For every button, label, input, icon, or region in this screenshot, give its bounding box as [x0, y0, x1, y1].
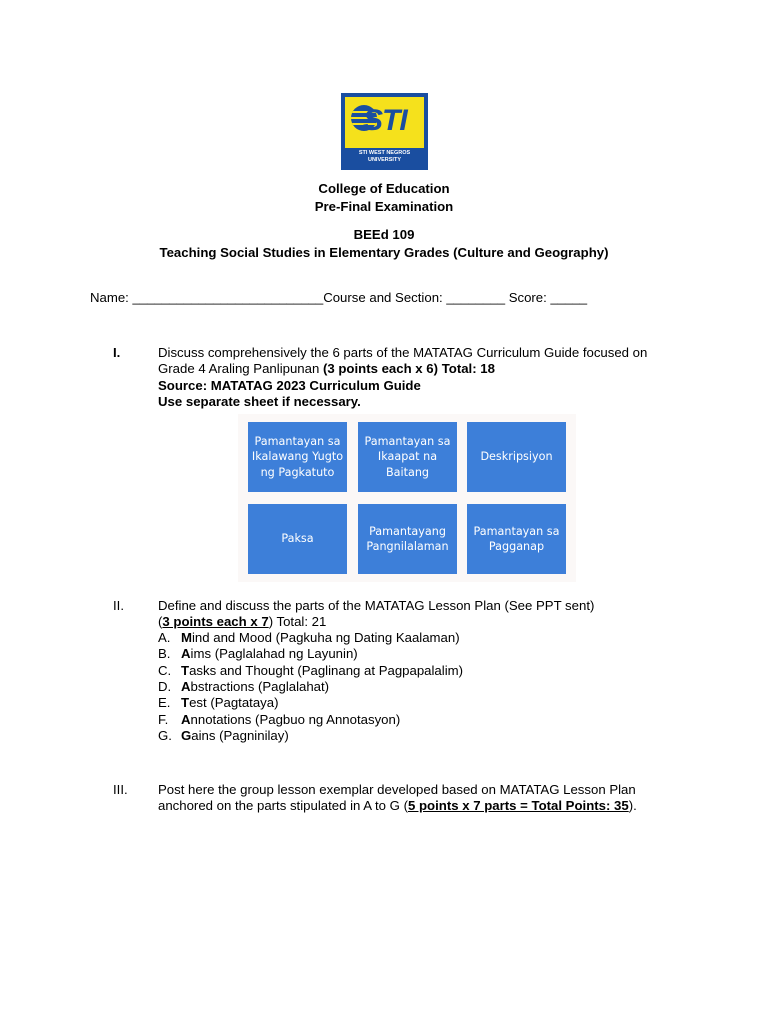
- list-item: Annotations (Pagbuo ng Annotasyon): [181, 711, 401, 727]
- course-title: Teaching Social Studies in Elementary Grades (Culture and Geography): [159, 245, 609, 260]
- part2-points: (3 points each x 7) Total: 21: [158, 614, 327, 629]
- list-item-letter: F.: [158, 711, 169, 727]
- part2-line1: Define and discuss the parts of the MATATAG Lesson Plan (See PPT sent): [158, 598, 595, 613]
- logo-yellow-panel: [345, 97, 424, 148]
- part1-line2: Grade 4 Araling Panlipunan (3 points each x 6) Total: 18: [158, 361, 495, 376]
- list-item: Abstractions (Paglalahat): [181, 678, 330, 694]
- part2-number: II.: [113, 598, 124, 613]
- exam-heading: Pre-Final Examination: [314, 199, 454, 214]
- list-item: Test (Pagtataya): [181, 695, 279, 711]
- logo-brand: STI: [363, 104, 407, 137]
- part-box-3: Deskripsiyon: [467, 422, 566, 492]
- part1-number: I.: [113, 345, 121, 360]
- part-box-1: Pamantayan sa Ikalawang Yugto ng Pagkatuto: [248, 422, 347, 492]
- list-item-letter: D.: [158, 678, 172, 694]
- logo-subtitle: STI WEST NEGROS UNIVERSITY: [358, 150, 411, 163]
- college-heading: College of Education: [318, 181, 450, 196]
- list-item-letter: C.: [158, 662, 172, 678]
- list-item: Gains (Pagninilay): [181, 727, 289, 743]
- part1-note: Use separate sheet if necessary.: [158, 394, 361, 409]
- list-item: Mind and Mood (Pagkuha ng Dating Kaalaman): [181, 630, 460, 645]
- part1-line1: Discuss comprehensively the 6 parts of the MATATAG Curriculum Guide focused on: [158, 345, 648, 360]
- part-box-6: Pamantayan sa Pagganap: [467, 504, 566, 574]
- part3-line1: Post here the group lesson exemplar developed based on MATATAG Lesson Plan: [158, 782, 636, 797]
- part3-number: III.: [113, 782, 128, 797]
- list-item-letter: B.: [158, 646, 171, 662]
- name-course-score-line: Name: __________________________Course and Section: ________ Score: _____: [90, 290, 588, 305]
- list-item: Tasks and Thought (Paglinang at Pagpapalalim): [181, 662, 464, 678]
- course-code: BEEd 109: [353, 227, 415, 242]
- part3-line2: anchored on the parts stipulated in A to G (5 points x 7 parts = Total Points: 35).: [158, 798, 637, 813]
- list-item: Aims (Paglalahad ng Layunin): [181, 646, 358, 662]
- sti-logo: [341, 93, 428, 170]
- part-box-5: Pamantayang Pangnilalaman: [358, 504, 457, 574]
- part-box-4: Paksa: [248, 504, 347, 574]
- list-item-letter: G.: [158, 727, 172, 743]
- part1-source: Source: MATATAG 2023 Curriculum Guide: [158, 378, 421, 393]
- list-item-letter: A.: [158, 630, 171, 645]
- part-box-2: Pamantayan sa Ikaapat na Baitang: [358, 422, 457, 492]
- list-item-letter: E.: [158, 695, 171, 711]
